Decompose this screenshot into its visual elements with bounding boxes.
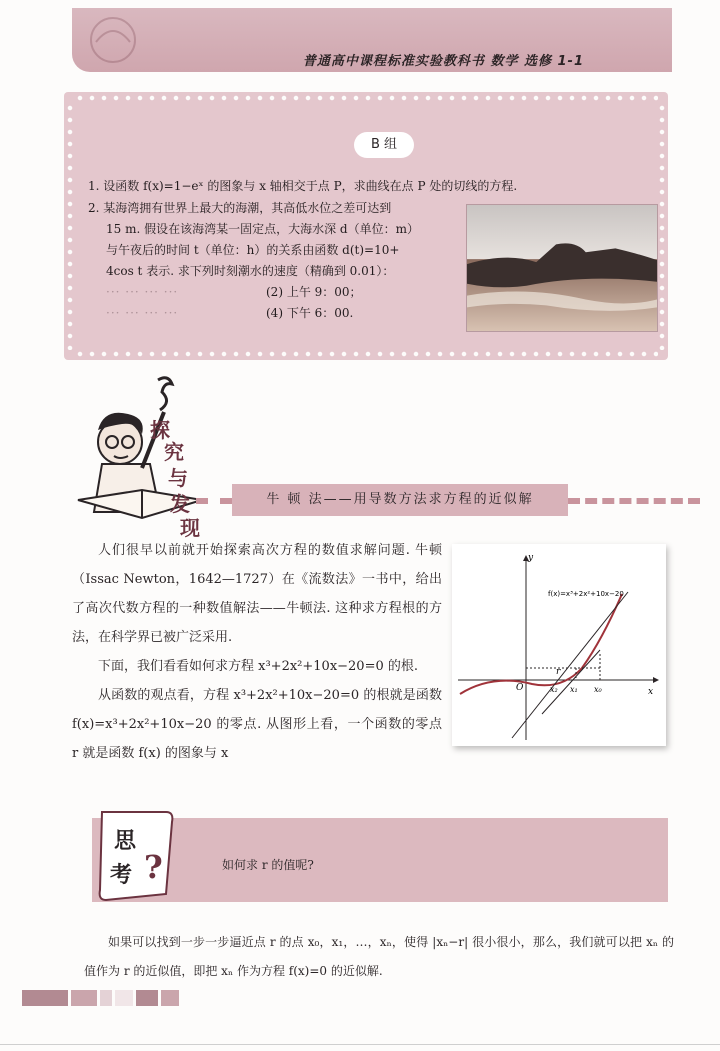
footer-color-bars (22, 990, 179, 1006)
explore-char-1: 探 (150, 418, 170, 442)
x-axis-label: x (648, 687, 654, 697)
explore-char-2: 究 (164, 440, 184, 464)
title-dash-left (196, 498, 232, 504)
tangent-line-0 (512, 592, 628, 738)
group-b-label: B 组 (354, 132, 414, 158)
problem-2-line-1: 2. 某海湾拥有世界上最大的海潮，其高低水位之差可达到 (88, 201, 392, 215)
problem-2-line-2: 15 m. 假设在该海湾某一固定点，大海水深 d（单位：m） (106, 222, 419, 236)
page-bottom-rule (0, 1044, 720, 1045)
think-panel (92, 818, 668, 902)
explore-char-5: 现 (180, 516, 200, 540)
closing-paragraph (84, 928, 674, 986)
origin-label: O (516, 683, 524, 693)
problem-2-line-4: 4cos t 表示. 求下列时刻潮水的速度（精确到 0.01）： (106, 264, 395, 278)
think-char-1: 思 (114, 828, 137, 854)
sub-item-2: (2) 上午 9：00； (266, 285, 362, 299)
paragraph-1: 人们很早以前就开始探索高次方程的数值求解问题. 牛顿（Issac Newton，1642—1727）在《流数法》一书中，给出了高次代数方程的一种数值解法——牛顿法. 这种求方程根的方法，在科学界已被广泛采用. (72, 543, 442, 645)
sub-items-row-1 (88, 282, 468, 303)
explore-char-4: 发 (170, 492, 190, 516)
graph-svg (452, 544, 666, 746)
paragraph-3: 从函数的观点看，方程 x³+2x²+10x−20=0 的根就是函数 f(x)=x³+2x²+10x−20 的零点. 从图形上看，一个函数的零点 r 就是函数 f(x) 的图象与 x (72, 688, 442, 761)
tide-photo (466, 204, 658, 332)
header-band (72, 8, 672, 72)
problem-2-line-3: 与午夜后的时间 t（单位：h）的关系由函数 d(t)=10+ (106, 243, 400, 257)
problem-1: 1. 设函数 f(x)=1−eˣ 的图象与 x 轴相交于点 P，求曲线在点 P 处的切线的方程. (88, 179, 518, 193)
tangent-line-1 (542, 650, 600, 714)
think-question: 如何求 r 的值呢? (222, 858, 314, 872)
exercise-group-b (64, 92, 668, 360)
title-dash-right (568, 498, 700, 504)
header-title: 普通高中课程标准实验教科书 数学 选修 1-1 (302, 54, 584, 69)
explore-char-3: 与 (168, 466, 188, 490)
paragraph-2: 下面，我们看看如何求方程 x³+2x²+10x−20=0 的根. (98, 659, 419, 674)
y-axis-label: y (528, 553, 534, 563)
function-curve (460, 594, 622, 694)
x0-label: x₀ (594, 685, 602, 694)
root-label: r (556, 667, 561, 677)
think-char-2: 考 (110, 862, 133, 888)
sub-item-4: (4) 下午 6：00. (266, 306, 354, 320)
body-text (72, 536, 442, 768)
newton-method-graph (452, 544, 666, 746)
problem-2 (88, 198, 468, 324)
x1-label: x₁ (570, 685, 578, 694)
sub-items-row-2 (88, 303, 468, 324)
section-title: 牛 顿 法——用导数方法求方程的近似解 (232, 484, 568, 516)
explore-mascot-illustration (72, 372, 212, 532)
header-emblem-icon (78, 12, 148, 68)
closing-text: 如果可以找到一步一步逼近点 r 的点 x₀，x₁，…，xₙ，使得 |xₙ−r| 很小很小，那么，我们就可以把 xₙ 的值作为 r 的近似值，即把 xₙ 作为方程 f(x)=0 的近似解. (84, 935, 674, 978)
function-label: f(x)=x³+2x²+10x−20 (548, 590, 624, 598)
faded-sub-item: ··· ··· ··· ··· (106, 306, 179, 320)
x2-label: x₂ (550, 685, 558, 694)
question-mark-icon: ? (144, 848, 163, 886)
faded-sub-item: ··· ··· ··· ··· (106, 285, 179, 299)
think-badge-icon (96, 808, 176, 904)
